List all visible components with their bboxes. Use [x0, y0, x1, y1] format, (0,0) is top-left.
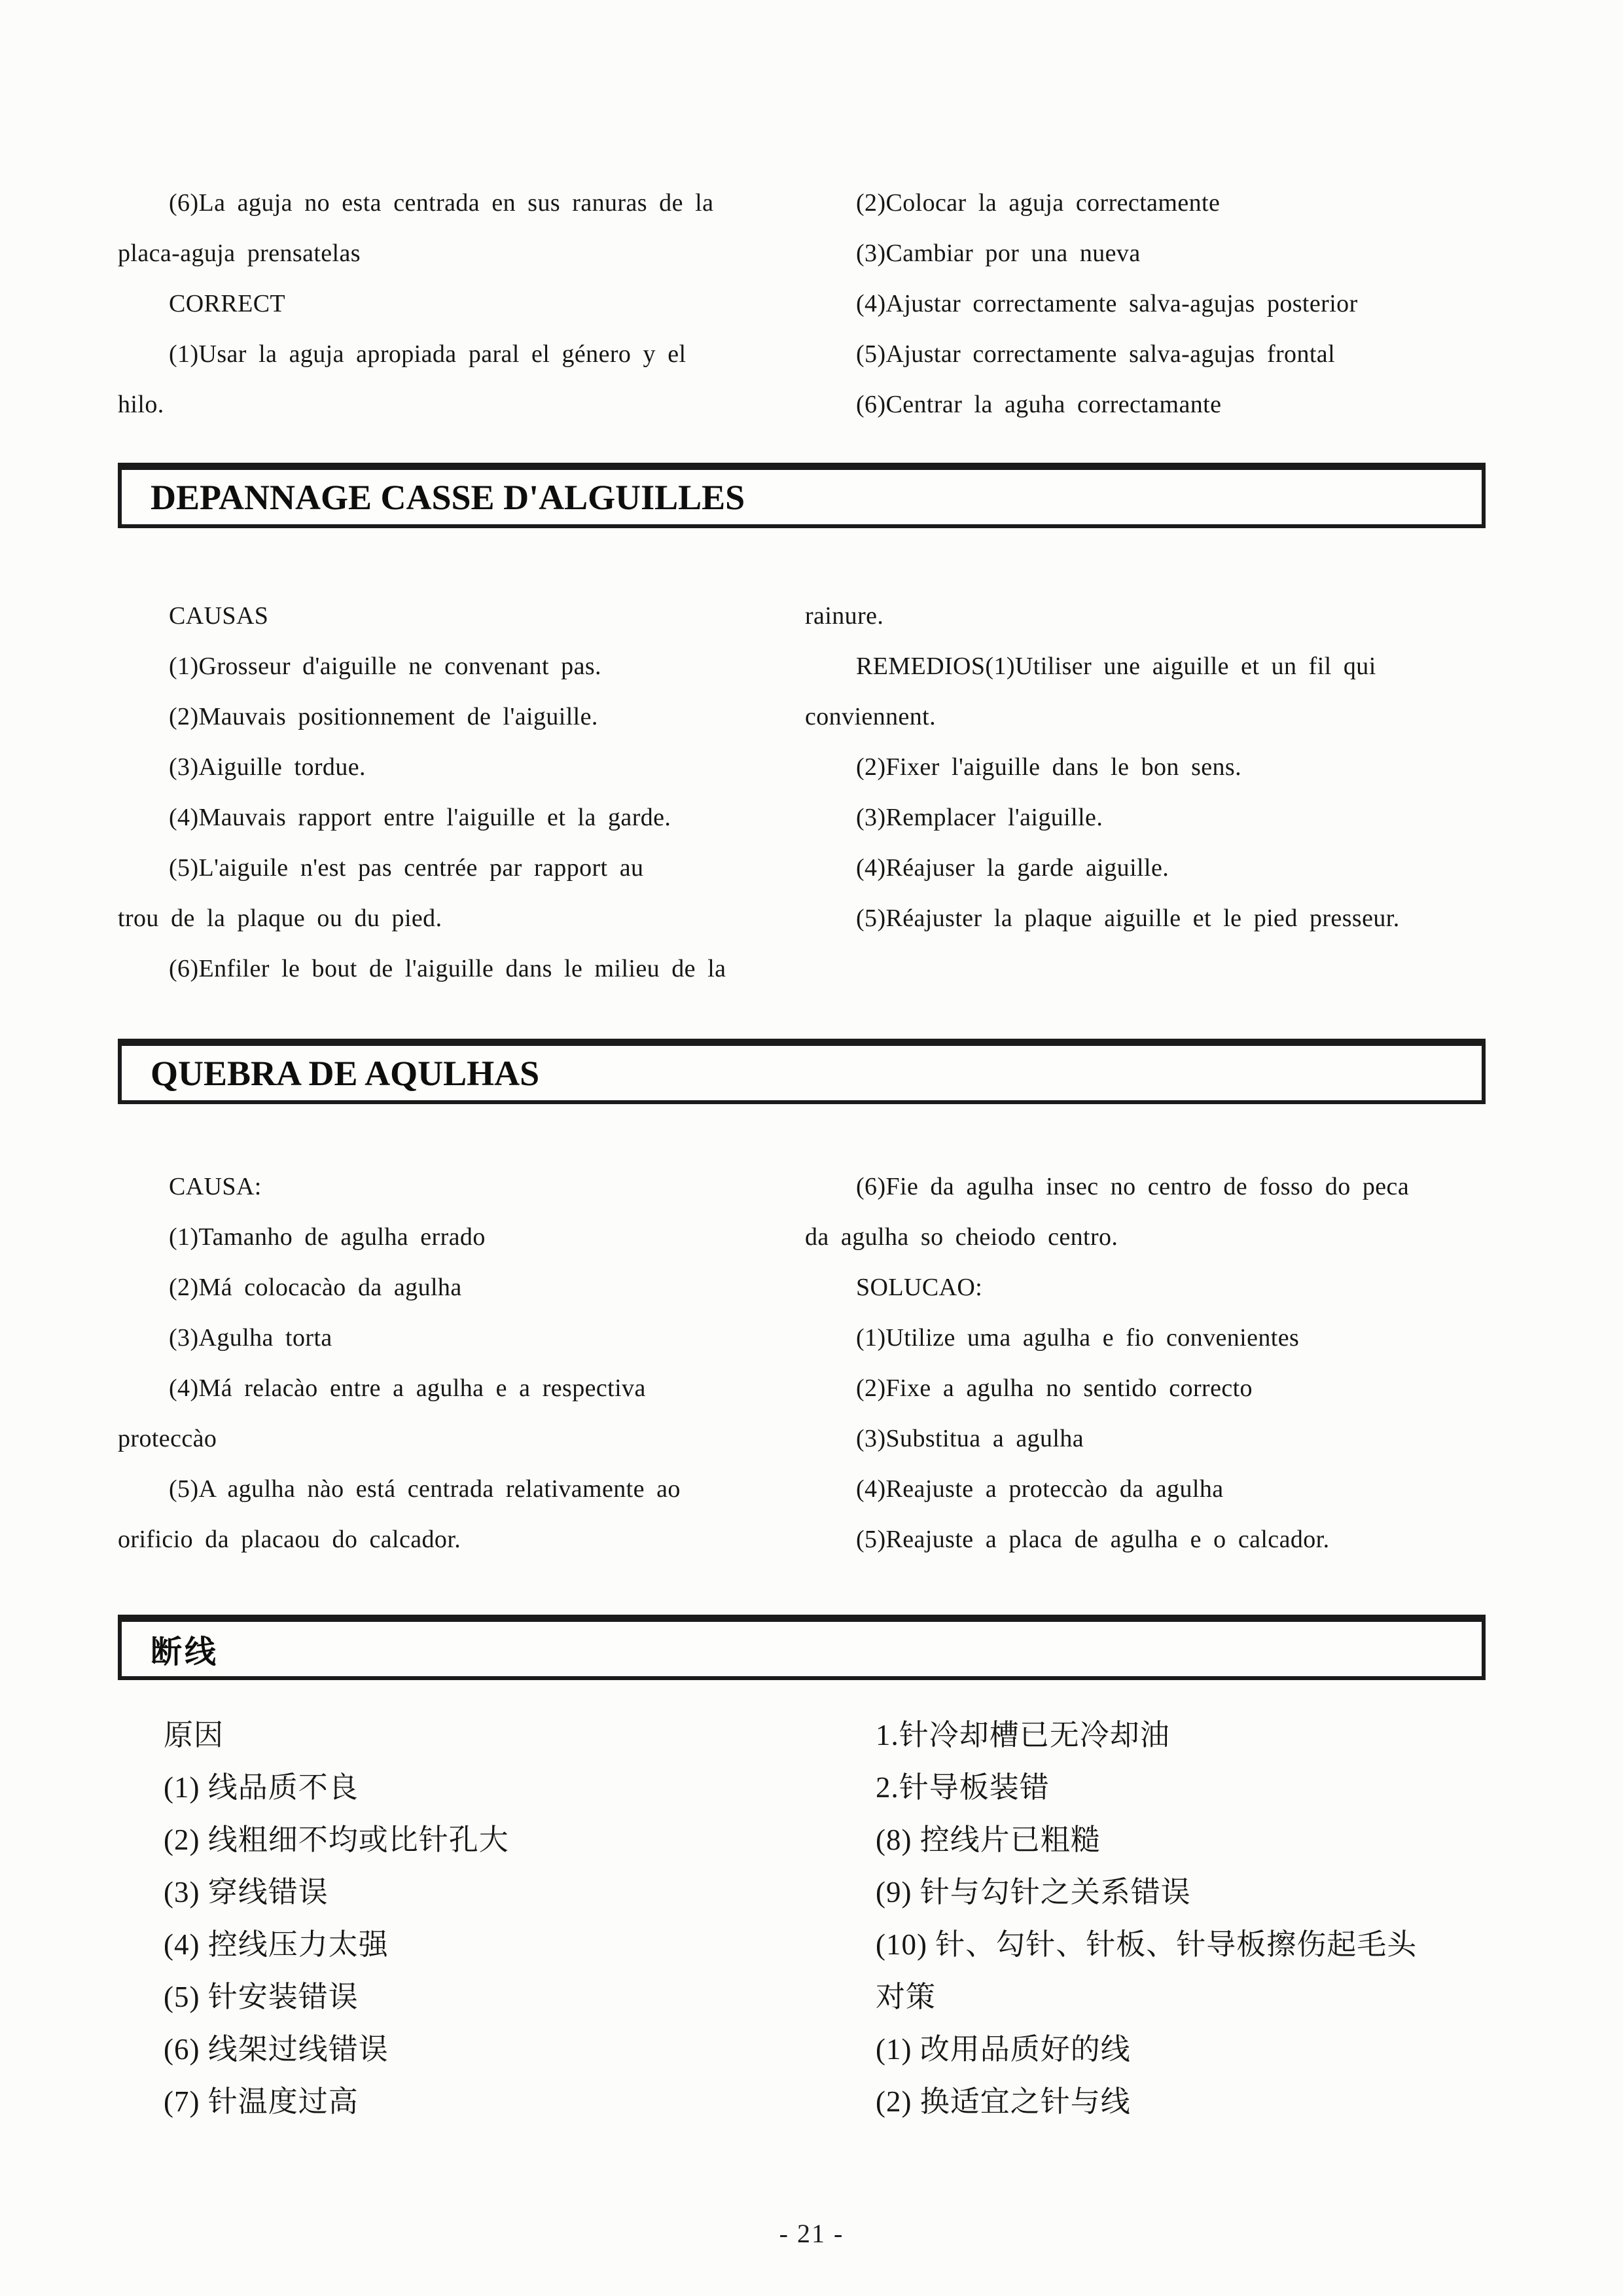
- portuguese-section-header-box: [118, 1039, 1486, 1104]
- text-line: (5)L'aiguile n'est pas centrée par rapport au: [169, 854, 644, 882]
- text-line: 对策: [876, 1981, 936, 2013]
- section-portuguese-needle-breakage: [118, 1162, 1531, 1565]
- chinese-countermeasures-column: [805, 1709, 1531, 2128]
- text-line: (6) 线架过线错误: [164, 2033, 389, 2066]
- text-line: (3)Remplacer l'aiguille.: [856, 804, 1103, 831]
- text-line: (6)Fie da agulha insec no centro de fosso do peca: [856, 1173, 1410, 1200]
- text-line: (6)Centrar la aguha correctamante: [856, 391, 1222, 418]
- text-line: (4)Má relacào entre a agulha e a respectiva: [169, 1374, 646, 1402]
- text-line: (1) 改用品质好的线: [876, 2033, 1131, 2066]
- text-line: (2)Mauvais positionnement de l'aiguille.: [169, 703, 598, 730]
- text-line: (1)Utilize uma agulha e fio convenientes: [856, 1324, 1300, 1352]
- chinese-causes-column: [118, 1709, 785, 2128]
- page-number: - 21 -: [779, 2219, 844, 2248]
- text-line: CAUSA:: [169, 1173, 262, 1200]
- text-line: SOLUCAO:: [856, 1274, 983, 1301]
- text-line: (4)Réajuser la garde aiguille.: [856, 854, 1169, 882]
- text-line: (5)Reajuste a placa de agulha e o calcador.: [856, 1526, 1330, 1553]
- text-line: 原因: [164, 1719, 224, 1751]
- text-line: (5)Ajustar correctamente salva-agujas frontal: [856, 340, 1336, 368]
- text-line: (2)Colocar la aguja correctamente: [856, 189, 1221, 217]
- french-remedies-column: [805, 591, 1531, 944]
- text-line: conviennent.: [805, 703, 936, 730]
- portuguese-solutions-column: [805, 1162, 1531, 1565]
- text-line: (4)Ajustar correctamente salva-agujas posterior: [856, 290, 1358, 317]
- text-line: 2.针导板装错: [876, 1771, 1050, 1804]
- text-line: (2) 换适宜之针与线: [876, 2085, 1131, 2118]
- text-line: (4) 控线压力太强: [164, 1928, 389, 1961]
- text-line: da agulha so cheiodo centro.: [805, 1223, 1118, 1251]
- text-line: (2)Fixer l'aiguille dans le bon sens.: [856, 753, 1242, 781]
- text-line: CAUSAS: [169, 602, 269, 630]
- chinese-section-title: 断线: [151, 1635, 219, 1670]
- text-line: (4)Mauvais rapport entre l'aiguille et la garde.: [169, 804, 671, 831]
- text-line: (6)Enfiler le bout de l'aiguille dans le milieu de la: [169, 955, 726, 982]
- text-line: (1) 线品质不良: [164, 1771, 359, 1804]
- section-chinese-thread-breakage: [118, 1709, 1531, 2128]
- chinese-section-header-box: [118, 1615, 1486, 1680]
- text-line: (1)Grosseur d'aiguille ne convenant pas.: [169, 653, 601, 680]
- spanish-causes-column: [118, 178, 785, 430]
- text-line: REMEDIOS(1)Utiliser une aiguille et un fil qui: [856, 653, 1376, 680]
- text-line: 1.针冷却槽已无冷却油: [876, 1719, 1170, 1751]
- text-line: (7) 针温度过高: [164, 2085, 359, 2118]
- text-line: (5)A agulha nào está centrada relativamente ao: [169, 1475, 681, 1503]
- text-line: orificio da placaou do calcador.: [118, 1526, 461, 1553]
- spanish-remedies-column: [805, 178, 1531, 430]
- text-line: (9) 针与勾针之关系错误: [876, 1876, 1191, 1909]
- section-french-needle-breakage: [118, 591, 1531, 994]
- text-line: (5)Réajuster la plaque aiguille et le pied presseur.: [856, 905, 1400, 932]
- text-line: (2)Má colocacào da agulha: [169, 1274, 462, 1301]
- text-line: trou de la plaque ou du pied.: [118, 905, 442, 932]
- text-line: CORRECT: [169, 290, 286, 317]
- text-line: (2) 线粗细不均或比针孔大: [164, 1823, 509, 1856]
- section-spanish-remedies: [118, 178, 1531, 430]
- text-line: placa-aguja prensatelas: [118, 240, 361, 267]
- text-line: (5) 针安装错误: [164, 1981, 359, 2013]
- portuguese-causes-column: [118, 1162, 785, 1565]
- text-line: (6)La aguja no esta centrada en sus ranuras de la: [169, 189, 714, 217]
- text-line: (8) 控线片已粗糙: [876, 1823, 1101, 1856]
- text-line: proteccào: [118, 1425, 217, 1452]
- text-line: hilo.: [118, 391, 164, 418]
- portuguese-section-title: QUEBRA DE AQULHAS: [151, 1053, 540, 1093]
- text-line: (2)Fixe a agulha no sentido correcto: [856, 1374, 1253, 1402]
- text-line: (3)Cambiar por una nueva: [856, 240, 1141, 267]
- text-line: (3)Aiguille tordue.: [169, 753, 366, 781]
- text-line: (3)Substitua a agulha: [856, 1425, 1084, 1452]
- text-line: rainure.: [805, 602, 884, 630]
- text-line: (4)Reajuste a proteccào da agulha: [856, 1475, 1224, 1503]
- french-section-title: DEPANNAGE CASSE D'ALGUILLES: [151, 477, 745, 517]
- french-causes-column: [118, 591, 785, 994]
- page-footer: [0, 2218, 1623, 2249]
- text-line: (1)Usar la aguja apropiada paral el género y el: [169, 340, 687, 368]
- text-line: (10) 针、勾针、针板、针导板擦伤起毛头: [876, 1928, 1418, 1961]
- text-line: (3) 穿线错误: [164, 1876, 329, 1909]
- text-line: (3)Agulha torta: [169, 1324, 332, 1352]
- french-section-header-box: [118, 463, 1486, 528]
- text-line: (1)Tamanho de agulha errado: [169, 1223, 486, 1251]
